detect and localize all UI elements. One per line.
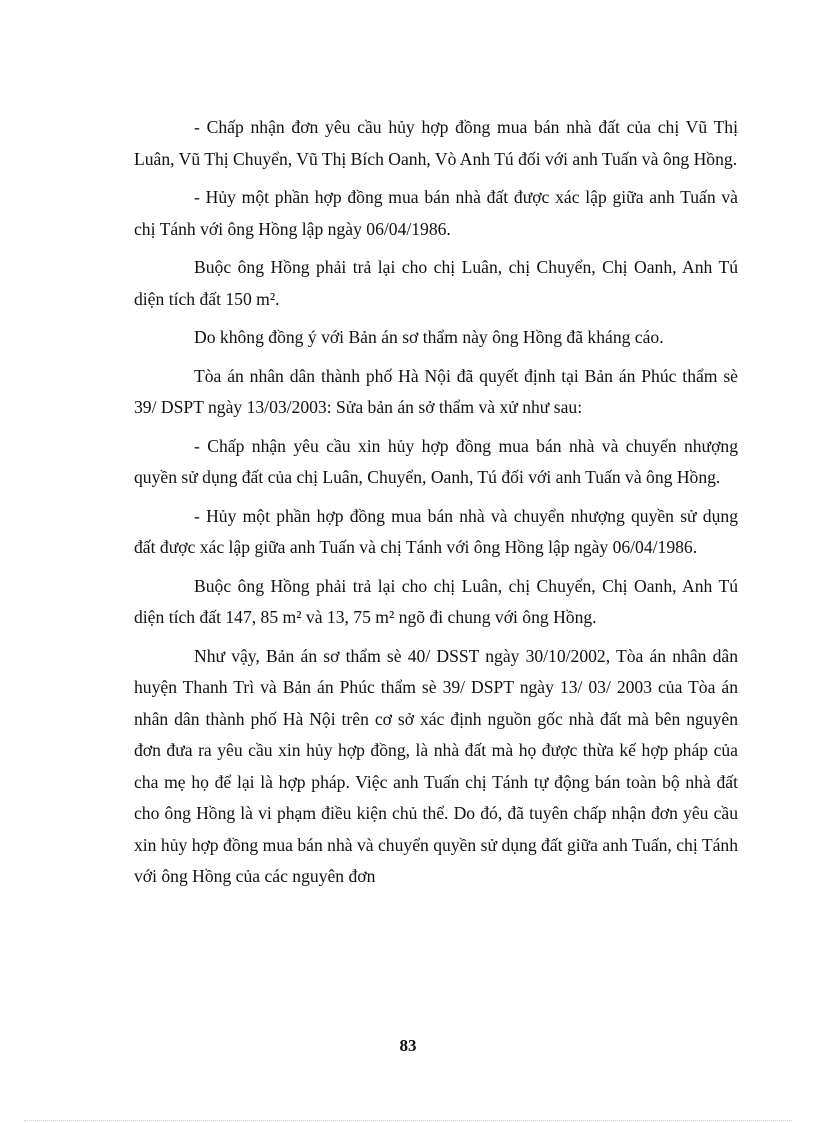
paragraph-9: Như vậy, Bản án sơ thẩm sè 40/ DSST ngày 30/10/2002, Tòa án nhân dân huyện Thanh Trì và Bản án Phúc thẩm sè 39/ DSPT ngày 13/ 03/ 2003 của Tòa án nhân dân thành phố Hà Nội trên cơ sở xác định nguồn gốc nhà đất mà bên nguyên đơn đưa ra yêu cầu xin hủy hợp đồng, là nhà đất mà họ được thừa kế hợp pháp của cha mẹ họ để lại là hợp pháp. Việc anh Tuấn chị Tánh tự động bán toàn bộ nhà đất cho ông Hồng là vi phạm điều kiện chủ thể. Do đó, đã tuyên chấp nhận đơn yêu cầu xin hủy hợp đồng mua bán nhà và chuyển quyền sử dụng đất giữa anh Tuấn, chị Tánh với ông Hồng của các nguyên đơn (134, 645, 738, 886)
paragraph-6: - Chấp nhận yêu cầu xin hủy hợp đồng mua bán nhà và chuyển nhượng quyền sử dụng đất của chị Luân, Chuyển, Oanh, Tú đối với anh Tuấn và ông Hồng. (134, 435, 738, 487)
paragraph-5: Tòa án nhân dân thành phố Hà Nội đã quyết định tại Bản án Phúc thẩm sè 39/ DSPT ngày 13/03/2003: Sửa bản án sở thẩm và xử như sau: (134, 365, 738, 417)
page-number: 83 (399, 1036, 417, 1055)
paragraph-4: Do không đồng ý với Bản án sơ thẩm này ông Hồng đã kháng cáo. (194, 327, 664, 347)
paragraph-1: - Chấp nhận đơn yêu cầu hủy hợp đồng mua bán nhà đất của chị Vũ Thị Luân, Vũ Thị Chuyển, Vũ Thị Bích Oanh, Vò Anh Tú đối với anh Tuấn và ông Hồng. (134, 117, 738, 169)
paragraph-3: Buộc ông Hồng phải trả lại cho chị Luân, chị Chuyển, Chị Oanh, Anh Tú diện tích đất 150 m². (134, 257, 738, 309)
paragraph-8: Buộc ông Hồng phải trả lại cho chị Luân, chị Chuyển, Chị Oanh, Anh Tú diện tích đất 147, 85 m² và 13, 75 m² ngõ đi chung với ông Hồng. (134, 575, 738, 627)
document-body (134, 112, 738, 900)
paragraph-7: - Hủy một phần hợp đồng mua bán nhà và chuyển nhượng quyền sử dụng đất được xác lập giữa anh Tuấn và chị Tánh với ông Hồng lập ngày 06/04/1986. (134, 505, 738, 557)
footer-divider (24, 1120, 792, 1121)
paragraph-2: - Hủy một phần hợp đồng mua bán nhà đất được xác lập giữa anh Tuấn và chị Tánh với ông Hồng lập ngày 06/04/1986. (134, 187, 738, 239)
